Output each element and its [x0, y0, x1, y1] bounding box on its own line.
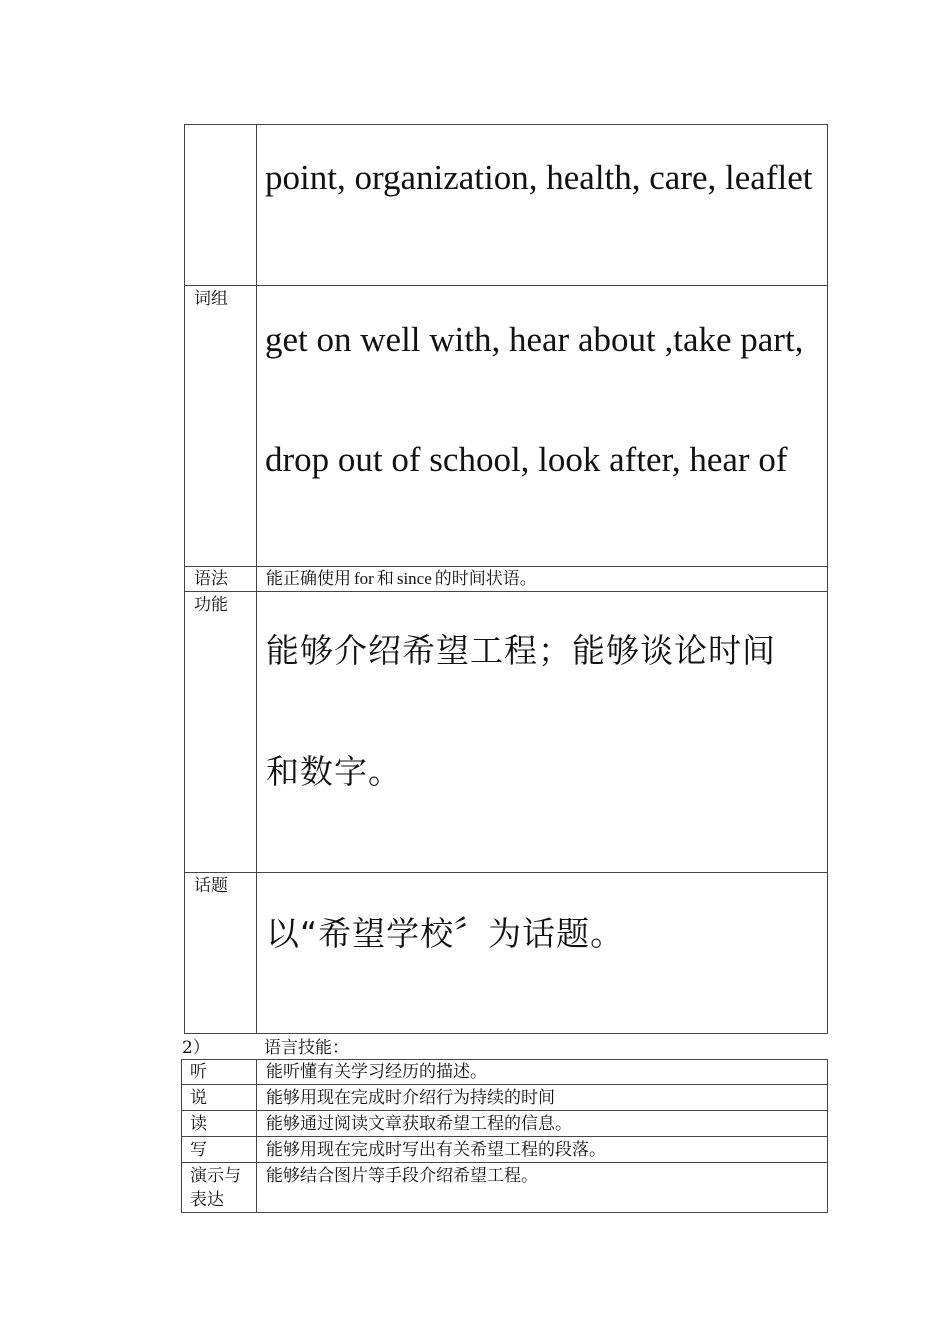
grammar-term-for: for — [354, 569, 374, 588]
skill-text-reading: 能够通过阅读文章获取希望工程的信息。 — [266, 1114, 572, 1134]
row-divider — [181, 1084, 828, 1085]
grammar-term-since: since — [396, 569, 432, 588]
grammar-text-mid: 和 — [376, 569, 394, 589]
grammar-text — [266, 568, 537, 590]
section-title: 语言技能： — [264, 1038, 349, 1058]
skill-label-presentation-line-1: 演示与 — [190, 1166, 241, 1186]
words-list: point, organization, health, care, leaflet — [265, 158, 813, 197]
grammar-text-post: 的时间状语。 — [434, 569, 537, 589]
row-label-phrases: 词组 — [194, 289, 228, 309]
row-divider — [181, 1110, 828, 1111]
row-label-grammar: 语法 — [194, 569, 228, 589]
row-divider — [184, 566, 828, 567]
row-divider — [181, 1162, 828, 1163]
topic-text: 以“希望学校〞为话题。 — [266, 914, 625, 953]
row-divider — [184, 872, 828, 873]
skill-text-writing: 能够用现在完成时写出有关希望工程的段落。 — [266, 1140, 606, 1160]
row-divider — [181, 1136, 828, 1137]
skill-text-listening: 能听懂有关学习经历的描述。 — [266, 1062, 487, 1082]
row-divider — [184, 591, 828, 592]
table1-column-divider — [256, 124, 257, 1034]
function-line-2: 和数字。 — [266, 752, 402, 791]
row-divider — [184, 285, 828, 286]
section-number: 2） — [182, 1038, 210, 1058]
skill-label-writing: 写 — [190, 1140, 207, 1160]
row-label-topic: 话题 — [194, 876, 228, 896]
phrases-line-1: get on well with, hear about ,take part, — [265, 320, 804, 359]
row-label-function: 功能 — [194, 595, 228, 615]
skill-label-presentation-line-2: 表达 — [190, 1190, 224, 1210]
phrases-line-2: drop out of school, look after, hear of — [265, 440, 788, 479]
grammar-text-pre: 能正确使用 — [266, 569, 351, 589]
skill-text-presentation: 能够结合图片等手段介绍希望工程。 — [266, 1166, 538, 1186]
function-line-1: 能够介绍希望工程；能够谈论时间 — [266, 631, 776, 670]
skill-label-listening: 听 — [190, 1062, 207, 1082]
skill-text-speaking: 能够用现在完成时介绍行为持续的时间 — [266, 1088, 555, 1108]
skill-label-reading: 读 — [190, 1114, 207, 1134]
skill-label-speaking: 说 — [190, 1088, 207, 1108]
